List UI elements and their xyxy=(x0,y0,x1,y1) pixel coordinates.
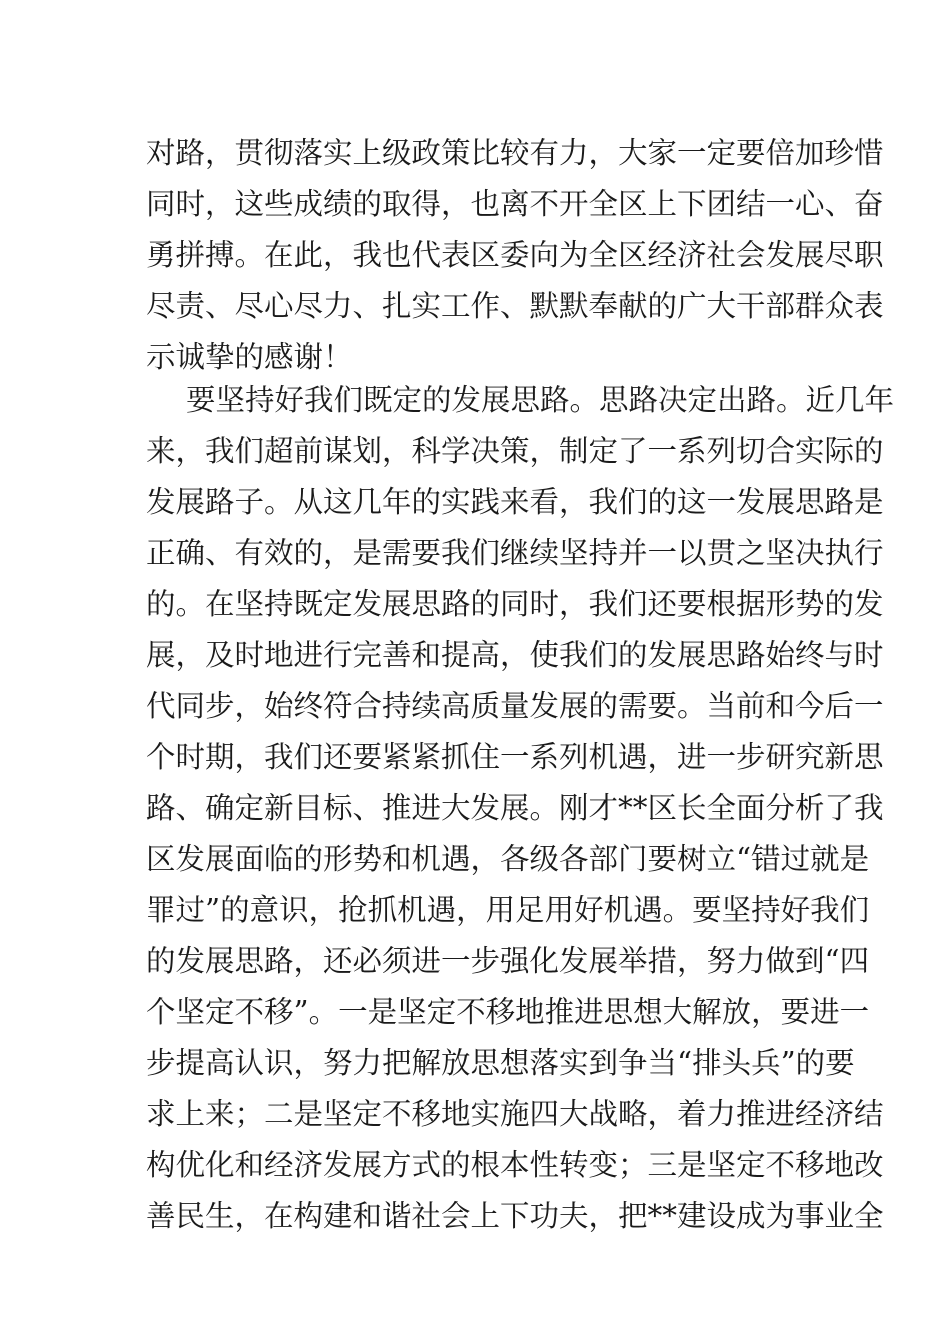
text-line: 的发展思路，还必须进一步强化发展举措，努力做到“四 xyxy=(146,944,870,978)
text-line: 来，我们超前谋划，科学决策，制定了一系列切合实际的 xyxy=(146,434,884,468)
text-line: 求上来；二是坚定不移地实施四大战略，着力推进经济结 xyxy=(146,1097,884,1131)
text-line: 个时期，我们还要紧紧抓住一系列机遇，进一步研究新思 xyxy=(146,740,884,774)
text-line: 构优化和经济发展方式的根本性转变；三是坚定不移地改 xyxy=(146,1148,884,1182)
text-line: 的。在坚持既定发展思路的同时，我们还要根据形势的发 xyxy=(146,587,884,621)
text-line: 代同步，始终符合持续高质量发展的需要。当前和今后一 xyxy=(146,689,884,723)
paragraph-start-line: 要坚持好我们既定的发展思路。思路决定出路。近几年 xyxy=(186,383,895,417)
text-line: 正确、有效的，是需要我们继续坚持并一以贯之坚决执行 xyxy=(146,536,884,570)
text-line: 步提高认识，努力把解放思想落实到争当“排头兵”的要 xyxy=(146,1046,855,1080)
text-line: 勇拼搏。在此，我也代表区委向为全区经济社会发展尽职 xyxy=(146,238,884,272)
text-line: 路、确定新目标、推进大发展。刚才**区长全面分析了我 xyxy=(146,791,884,825)
text-line: 尽责、尽心尽力、扎实工作、默默奉献的广大干部群众表 xyxy=(146,289,884,323)
text-line: 罪过”的意识，抢抓机遇，用足用好机遇。要坚持好我们 xyxy=(146,893,870,927)
text-line: 示诚挚的感谢！ xyxy=(146,340,353,374)
text-line: 善民生，在构建和谐社会上下功夫，把**建设成为事业全 xyxy=(146,1199,884,1233)
text-line: 个坚定不移”。一是坚定不移地推进思想大解放，要进一 xyxy=(146,995,870,1029)
text-line: 发展路子。从这几年的实践来看，我们的这一发展思路是 xyxy=(146,485,884,519)
text-line: 区发展面临的形势和机遇，各级各部门要树立“错过就是 xyxy=(146,842,870,876)
text-line: 对路，贯彻落实上级政策比较有力，大家一定要倍加珍惜 xyxy=(146,136,884,170)
text-line: 同时，这些成绩的取得，也离不开全区上下团结一心、奋 xyxy=(146,187,884,221)
text-line: 展，及时地进行完善和提高，使我们的发展思路始终与时 xyxy=(146,638,884,672)
